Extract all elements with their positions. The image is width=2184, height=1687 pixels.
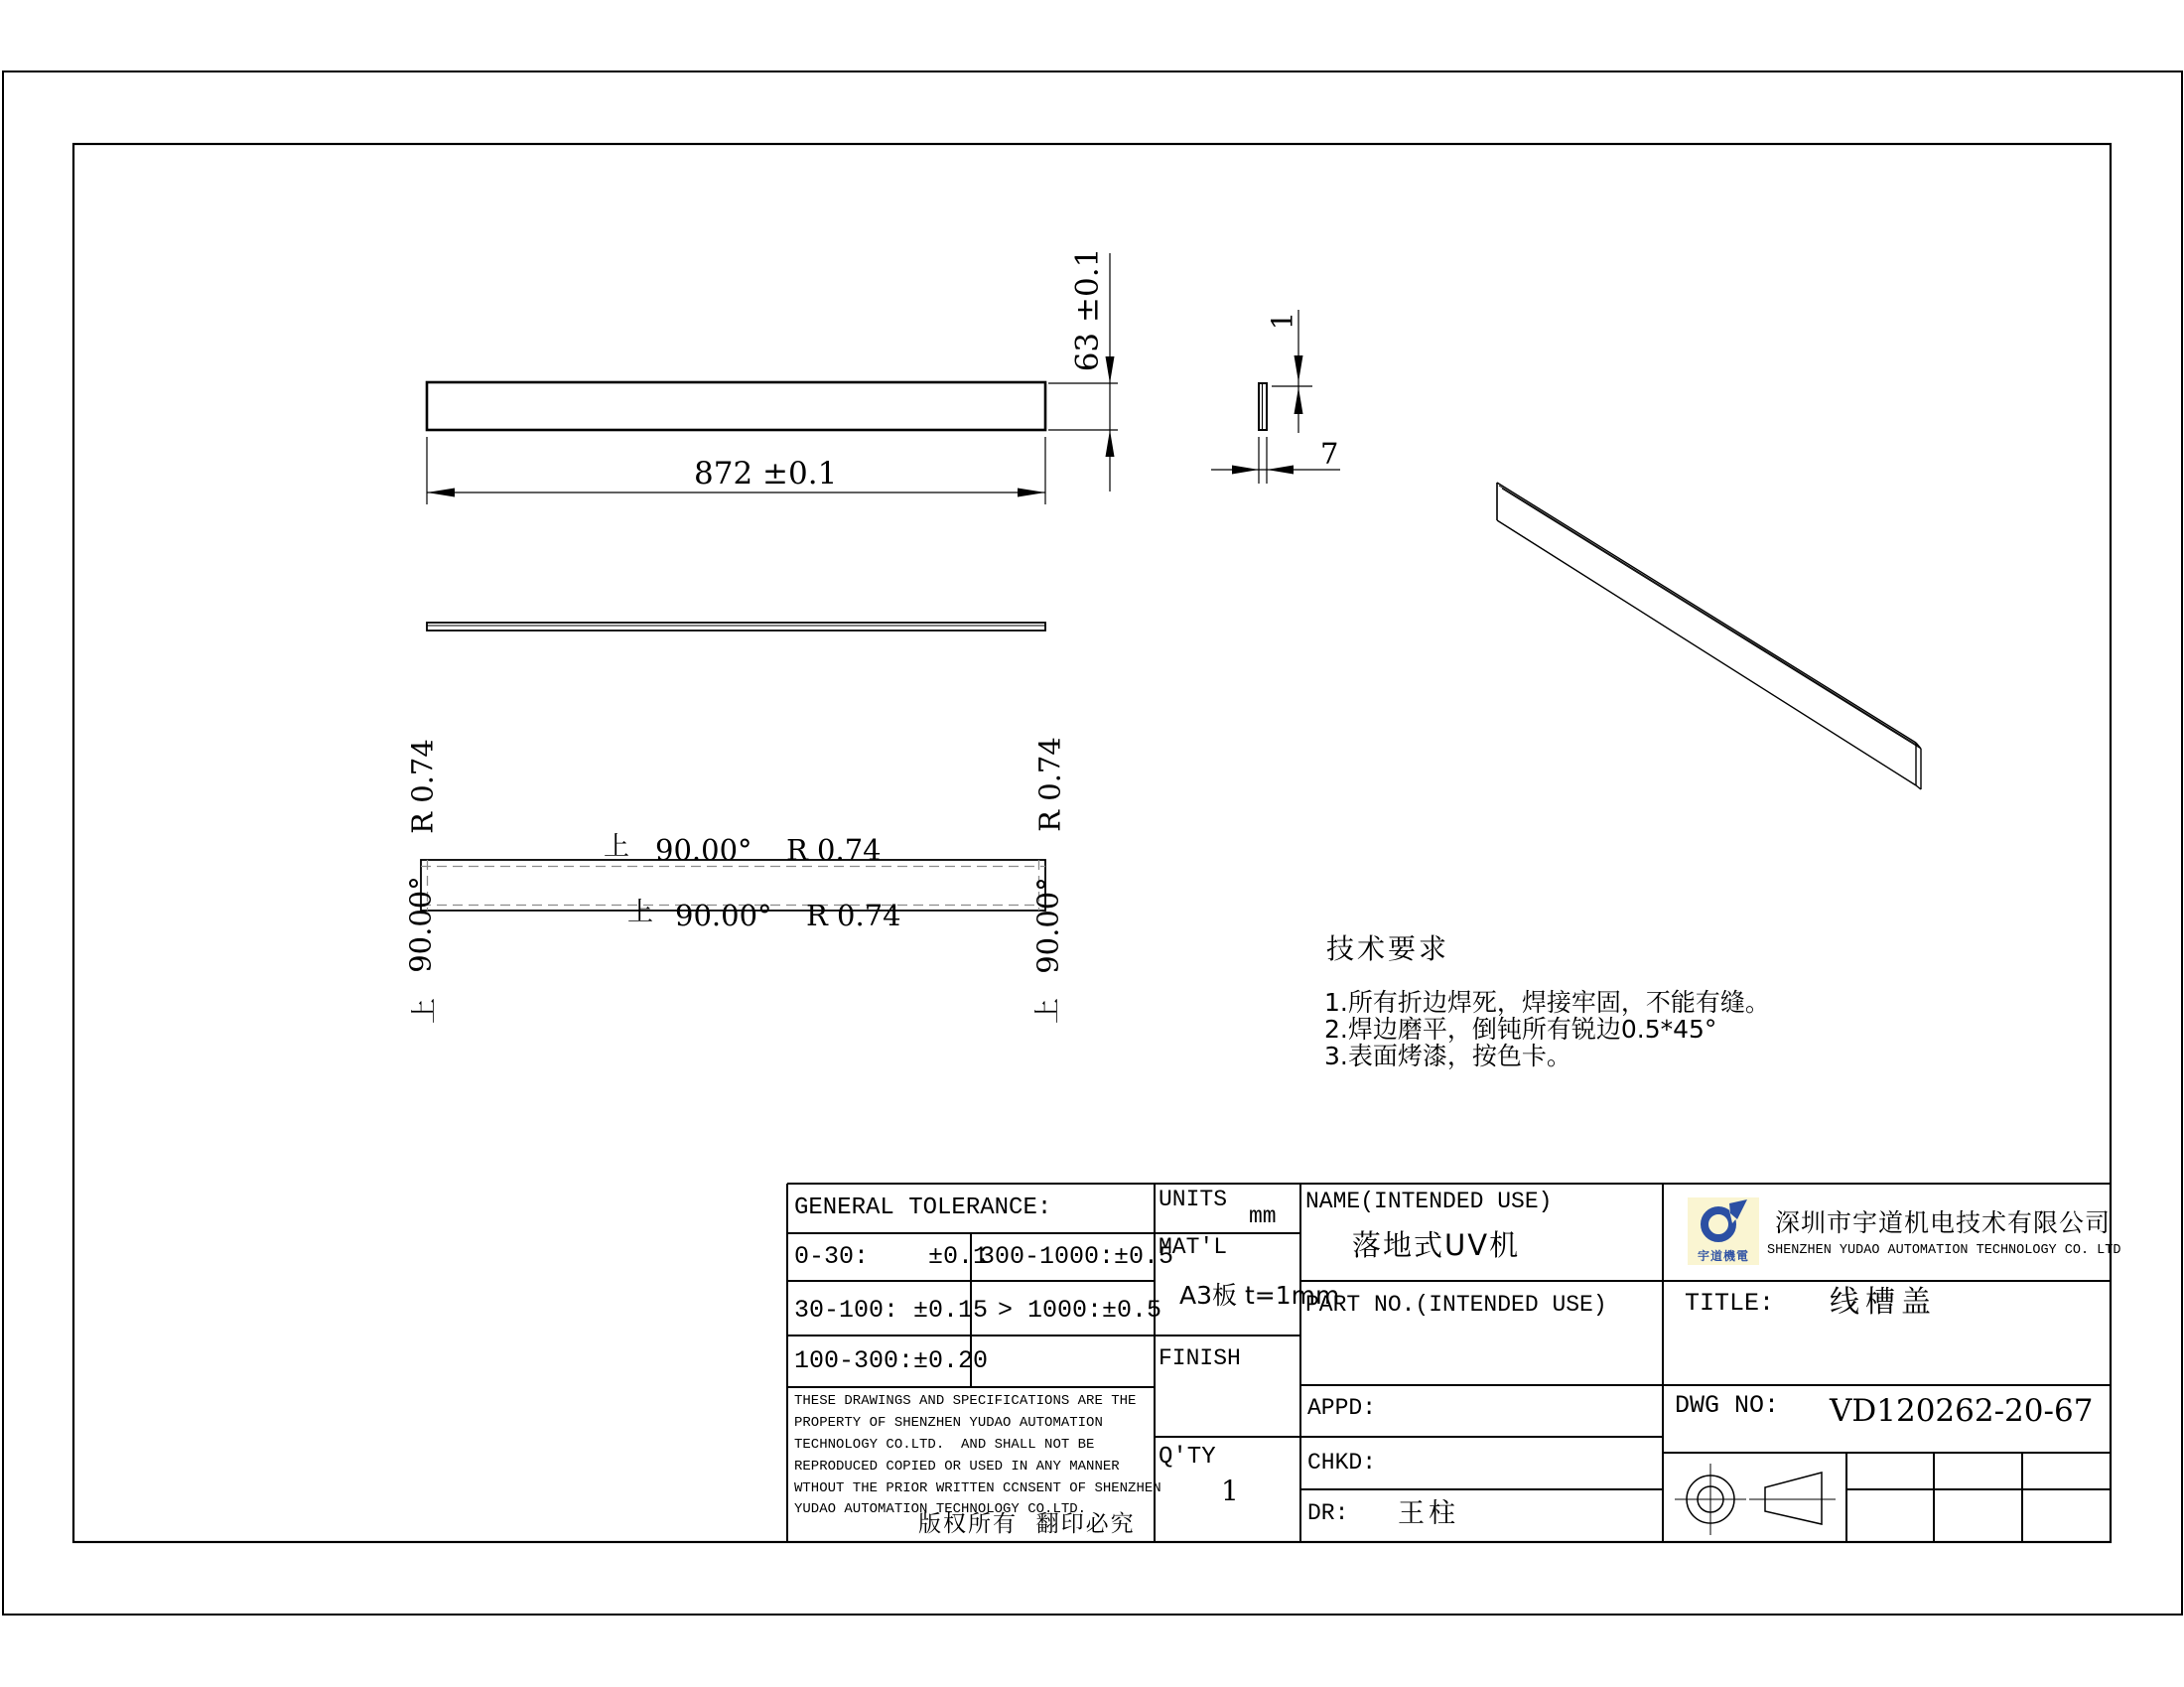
bend-radius-right: R 0.74: [1032, 737, 1067, 832]
copyright-line-5: WTHOUT THE PRIOR WRITTEN CCNSENT OF SHENZHEN: [794, 1480, 1161, 1496]
logo-text: 宇道機電: [1697, 1249, 1749, 1263]
units-value: mm: [1249, 1203, 1277, 1229]
qty-value: 1: [1221, 1475, 1239, 1507]
top-view: [427, 382, 1045, 430]
dim-flange-label: 7: [1320, 437, 1339, 471]
bend-angle-left: 90.00°: [403, 876, 438, 973]
name-value: 落地式UV机: [1352, 1228, 1521, 1262]
projection-symbol: [1675, 1464, 1836, 1535]
bend-angle-row2: 90.00°: [675, 899, 772, 932]
company-name-cn: 深圳市宇道机电技术有限公司: [1775, 1208, 2112, 1237]
copyright-line-3: TECHNOLOGY CO.LTD. AND SHALL NOT BE: [794, 1437, 1095, 1453]
tech-requirement-1: 1.所有折边焊死，焊接牢固，不能有缝。: [1324, 988, 1770, 1017]
bend-radius-row2: R 0.74: [806, 899, 901, 932]
chkd-label: CHKD:: [1307, 1450, 1377, 1476]
front-view: [427, 623, 1045, 631]
bend-radius-left: R 0.74: [405, 739, 440, 834]
copyright-line-2: PROPERTY OF SHENZHEN YUDAO AUTOMATION: [794, 1415, 1103, 1431]
finish-label: FINISH: [1159, 1345, 1241, 1371]
units-label: UNITS: [1159, 1187, 1228, 1212]
company-logo: [1688, 1197, 1759, 1265]
bend-angle-right: 90.00°: [1030, 877, 1065, 974]
bend-angle-row1: 90.00°: [655, 833, 752, 867]
appd-label: APPD:: [1307, 1395, 1377, 1421]
qty-label: Q'TY: [1159, 1444, 1216, 1471]
tech-requirements-title: 技术要求: [1326, 932, 1450, 965]
bend-symbol-row2: 上: [627, 898, 654, 927]
tolerance-30-100: 30-100: ±0.15: [794, 1296, 989, 1325]
bend-symbol-left: 上: [410, 997, 440, 1025]
side-view: [1259, 383, 1267, 430]
matl-label: MAT'L: [1159, 1234, 1228, 1260]
copyright-line-4: REPRODUCED COPIED OR USED IN ANY MANNER: [794, 1459, 1120, 1475]
company-name-en: SHENZHEN YUDAO AUTOMATION TECHNOLOGY CO. LTD: [1767, 1243, 2121, 1258]
dwg-no-label: DWG NO:: [1675, 1391, 1780, 1420]
dim-height-label: 63 ±0.1: [1069, 247, 1106, 372]
part-no-label: PART NO.(INTENDED USE): [1305, 1292, 1607, 1318]
matl-value: A3板 t=1mm: [1179, 1281, 1340, 1310]
copyright-cn: 版权所有 翻印必究: [918, 1511, 1136, 1537]
title-label: TITLE:: [1685, 1289, 1775, 1318]
dr-label: DR:: [1307, 1500, 1349, 1526]
title-value: 线槽盖: [1830, 1285, 1937, 1320]
tolerance-100-300: 100-300:±0.20: [794, 1346, 989, 1375]
copyright-line-1: THESE DRAWINGS AND SPECIFICATIONS ARE THE: [794, 1393, 1137, 1409]
bend-symbol-right: 上: [1033, 997, 1063, 1025]
copyright-line-6: YUDAO AUTOMATION TECHNOLOGY CO.LTD.: [794, 1501, 1087, 1517]
dim-length-label: 872 ±0.1: [694, 456, 838, 492]
tech-requirement-3: 3.表面烤漆，按色卡。: [1324, 1042, 1571, 1070]
name-label: NAME(INTENDED USE): [1305, 1189, 1553, 1214]
tolerance-300-1000: 300-1000:±0.5: [980, 1242, 1174, 1271]
tolerance-0-30: 0-30: ±0.1: [794, 1242, 989, 1271]
bend-radius-row1: R 0.74: [786, 833, 882, 867]
bend-symbol-row1: 上: [604, 832, 630, 862]
general-tolerance-header: GENERAL TOLERANCE:: [794, 1195, 1052, 1221]
isometric-view: [1497, 483, 1921, 789]
dwg-no-value: VD120262-20-67: [1830, 1393, 2094, 1429]
tech-requirement-2: 2.焊边磨平，倒钝所有锐边0.5*45°: [1324, 1015, 1717, 1044]
tolerance-gt-1000: > 1000:±0.5: [998, 1296, 1162, 1325]
dr-value: 王柱: [1398, 1498, 1459, 1529]
dim-thickness-label: 1: [1265, 311, 1299, 331]
